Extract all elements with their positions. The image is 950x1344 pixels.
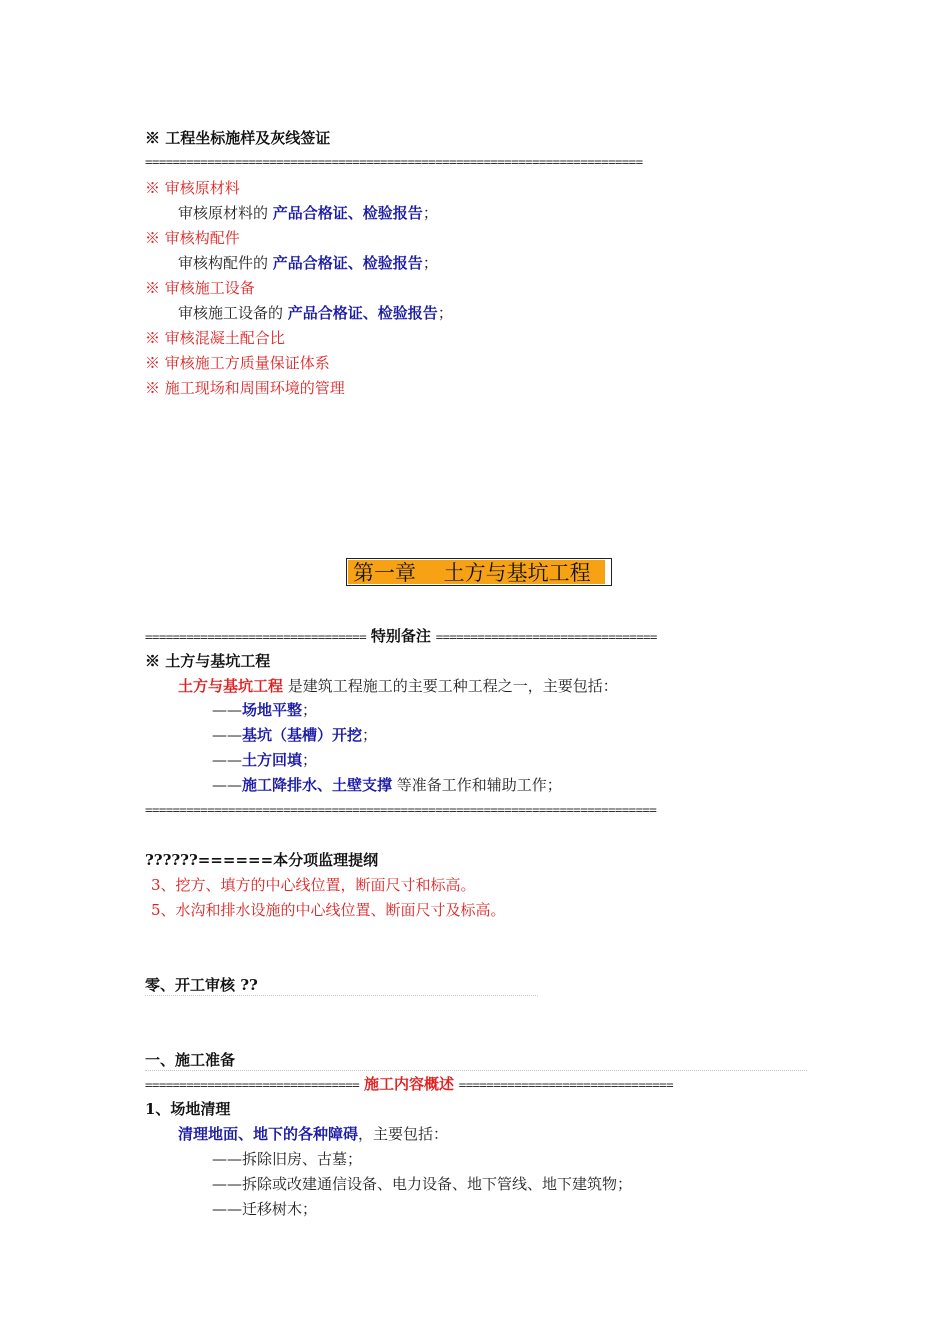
list-item: ——迁移树木； [212, 1200, 318, 1218]
list-item: ——拆除或改建通信设备、电力设备、地下管线、地下建筑物； [212, 1175, 633, 1193]
special-note-divider [145, 626, 657, 647]
chapter-title: 第一章 土方与基坑工程 [353, 561, 591, 585]
list-item: ——土方回填； [212, 751, 318, 769]
list-item: ——施工降排水、土壁支撑 等准备工作和辅助工作； [212, 776, 562, 794]
site-clearing-intro [178, 1124, 448, 1144]
earthwork-intro [178, 676, 618, 696]
desc-highlight: 产品合格证、检验报告 [287, 304, 438, 322]
prep-label: 施工内容概述 [364, 1075, 455, 1093]
section-heading-coordinates: ※ 工程坐标施样及灰线签证 [145, 129, 331, 147]
desc-highlight: 产品合格证、检验报告 [272, 254, 423, 272]
divider: ========================================================================== [145, 802, 657, 817]
intro-highlight: 土方与基坑工程 [178, 677, 284, 695]
item-concrete-mix: ※ 审核混凝土配合比 [145, 329, 285, 347]
divider-right: ================================ [435, 629, 657, 644]
intro-highlight: 清理地面、地下的各种障碍 [178, 1125, 359, 1143]
earthwork-heading: ※ 土方与基坑工程 [145, 652, 271, 670]
prep-heading: 一、施工准备 [145, 1050, 807, 1071]
item-desc-components [178, 253, 438, 273]
intro-rest: 是建筑工程施工的主要工种工程之一，主要包括： [287, 677, 618, 695]
intro-rest: ，主要包括： [358, 1125, 449, 1143]
desc-suffix: ； [422, 204, 438, 222]
site-clearing-heading: 1、场地清理 [145, 1100, 231, 1118]
desc-suffix: ； [422, 254, 438, 272]
desc-highlight: 产品合格证、检验报告 [272, 204, 423, 222]
divider-right: =============================== [458, 1077, 674, 1092]
outline-heading: ??????======本分项监理提纲 [145, 851, 379, 869]
list-item: ——场地平整； [212, 701, 318, 719]
desc-prefix: 审核原材料的 [178, 204, 269, 222]
divider: ======================================================================== [145, 154, 643, 169]
list-item: ——基坑（基槽）开挖； [212, 726, 378, 744]
site-leveling: 场地平整 [242, 701, 303, 719]
item-site-management: ※ 施工现场和周围环境的管理 [145, 379, 345, 397]
excavation: 开挖 [332, 726, 363, 744]
item-quality-system: ※ 审核施工方质量保证体系 [145, 354, 330, 372]
dewatering-support: 施工降排水、土壁支撑 [242, 776, 393, 794]
zero-heading: 零、开工审核 ?? [145, 975, 538, 996]
outline-item-3: 3、挖方、填方的中心线位置，断面尺寸和标高。 [151, 876, 476, 894]
prep-divider [145, 1074, 673, 1095]
trench: （基槽） [272, 726, 333, 744]
divider-left: =============================== [145, 1077, 360, 1092]
chapter-title-box [346, 558, 612, 586]
item-desc-materials [178, 203, 438, 223]
desc-prefix: 审核构配件的 [178, 254, 269, 272]
pit: 基坑 [242, 726, 273, 744]
desc-prefix: 审核施工设备的 [178, 304, 284, 322]
item-desc-equipment [178, 303, 453, 323]
item-title-equipment: ※ 审核施工设备 [145, 279, 255, 297]
divider-left: ================================ [145, 629, 367, 644]
backfill: 土方回填 [242, 751, 303, 769]
list-item: ——拆除旧房、古墓； [212, 1150, 363, 1168]
outline-item-5: 5、水沟和排水设施的中心线位置、断面尺寸及标高。 [151, 901, 506, 919]
item-title-components: ※ 审核构配件 [145, 229, 240, 247]
special-note-label: 特别备注 [370, 627, 431, 645]
desc-suffix: ； [437, 304, 453, 322]
item-title-materials: ※ 审核原材料 [145, 179, 240, 197]
